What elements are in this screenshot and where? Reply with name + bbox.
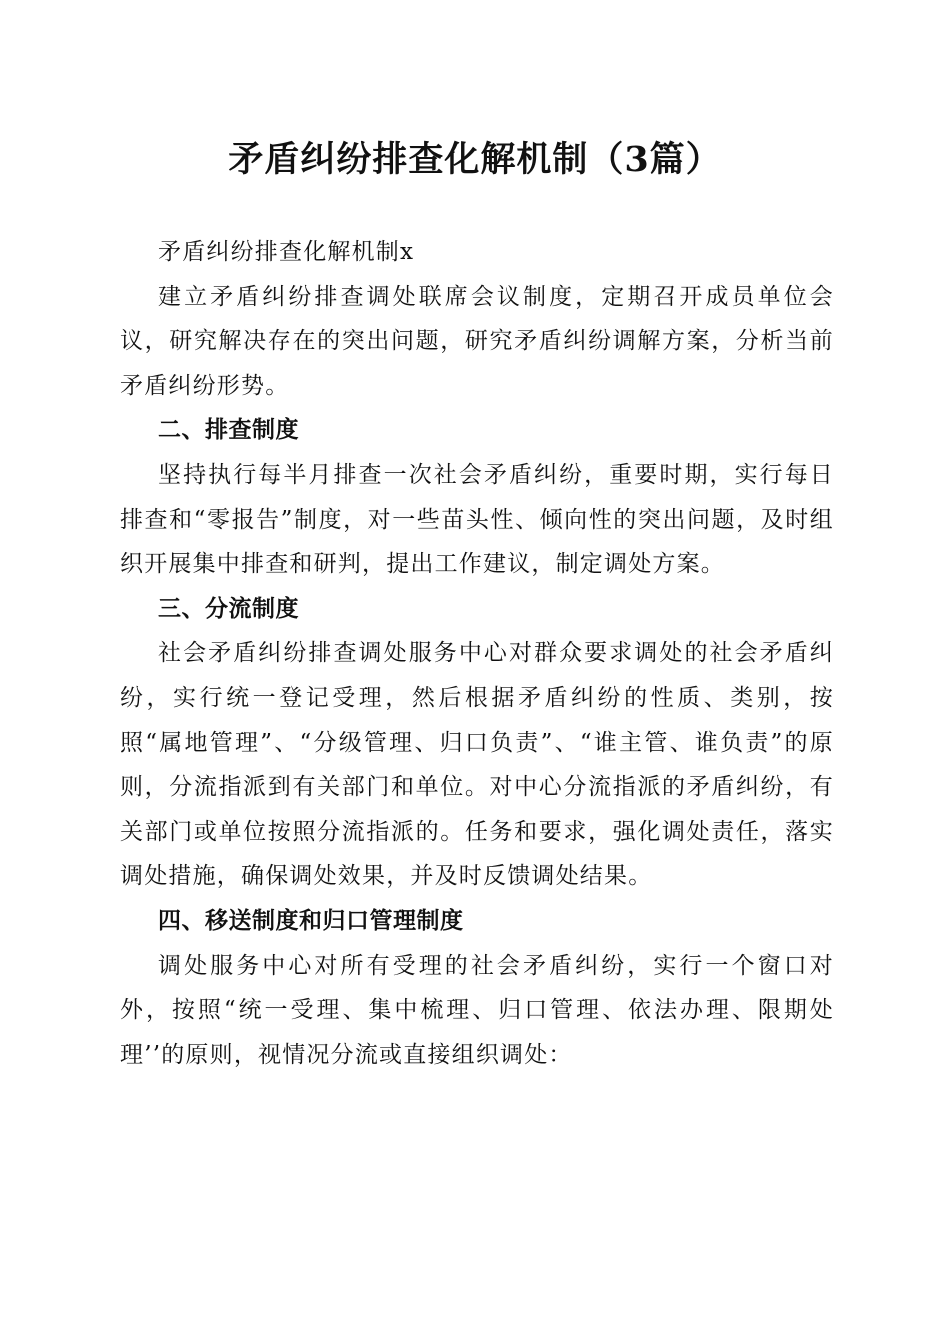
document-body (120, 230, 834, 1077)
document-title: 矛盾纠纷排查化解机制（3篇） (228, 139, 722, 180)
intro-paragraph: 建立矛盾纠纷排查调处联席会议制度，定期召开成员单位会议，研究解决存在的突出问题，研究矛盾纠纷调解方案，分析当前矛盾纠纷形势。 (120, 283, 834, 399)
section-body-investigation: 坚持执行每半月排查一次社会矛盾纠纷，重要时期，实行每日排查和“零报告”制度，对一些苗头性、倾向性的突出问题，及时组织开展集中排查和研判，提出工作建议，制定调处方案。 (120, 461, 834, 578)
document-subtitle: 矛盾纠纷排查化解机制x (158, 239, 415, 265)
section-body-distribution: 社会矛盾纠纷排查调处服务中心对群众要求调处的社会矛盾纠纷，实行统一登记受理，然后根据矛盾纠纷的性质、类别，按照“属地管理”、“分级管理、归口负责”、“谁主管、谁负责”的原则，分流指派到有关部门和单位。对中心分流指派的矛盾纠纷，有关部门或单位按照分流指派的。任务和要求，强化调处责任，落实调处措施，确保调处效果，并及时反馈调处结果。 (120, 640, 834, 890)
section-heading-transfer: 四、移送制度和归口管理制度 (158, 907, 464, 934)
section-heading-investigation: 二、排查制度 (158, 417, 299, 444)
section-body-transfer: 调处服务中心对所有受理的社会矛盾纠纷，实行一个窗口对外，按照“统一受理、集中梳理、归口管理、依法办理、限期处理’’的原则，视情况分流或直接组织调处： (120, 952, 834, 1068)
section-heading-distribution: 三、分流制度 (158, 595, 299, 622)
